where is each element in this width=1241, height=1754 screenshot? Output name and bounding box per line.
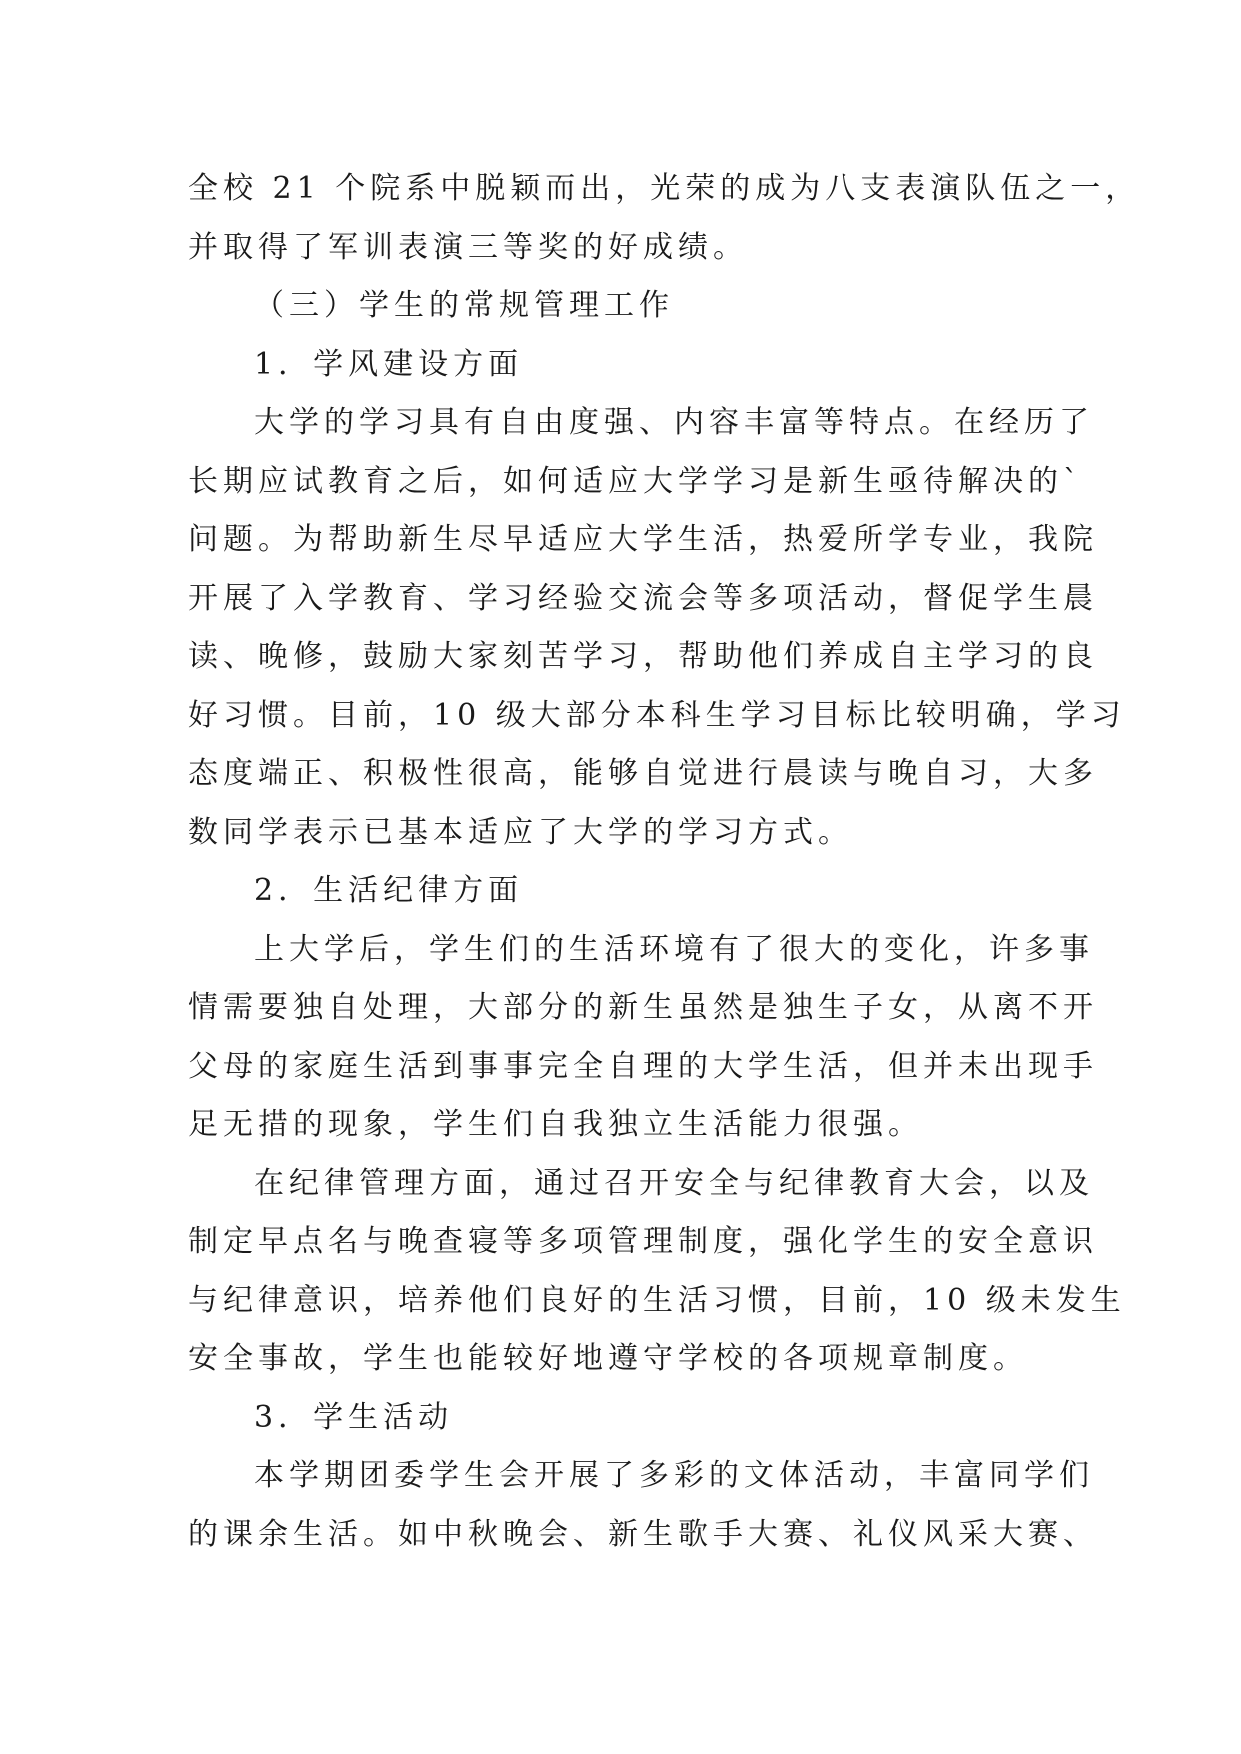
text-line: 在纪律管理方面，通过召开安全与纪律教育大会，以及 xyxy=(254,1165,1094,1201)
text-line: 大学的学习具有自由度强、内容丰富等特点。在经历了 xyxy=(254,405,1094,440)
document-body xyxy=(188,160,1141,1564)
text-line: 父母的家庭生活到事事完全自理的大学生活，但并未出现手 xyxy=(188,1048,1098,1084)
text-line: 安全事故，学生也能较好地遵守学校的各项规章制度。 xyxy=(188,1341,1028,1376)
subsection-heading: 3．学生活动 xyxy=(254,1399,454,1435)
text-line: 好习惯。目前，10 级大部分本科生学习目标比较明确，学习 xyxy=(188,697,1126,733)
section-heading: （三）学生的常规管理工作 xyxy=(254,288,674,323)
text-line: 读、晚修，鼓励大家刻苦学习，帮助他们养成自主学习的良 xyxy=(188,639,1098,674)
text-line: 的课余生活。如中秋晚会、新生歌手大赛、礼仪风采大赛、 xyxy=(188,1516,1098,1552)
text-line: 问题。为帮助新生尽早适应大学生活，热爱所学专业，我院 xyxy=(188,522,1098,557)
text-line: 数同学表示已基本适应了大学的学习方式。 xyxy=(188,814,853,850)
subsection-heading: 1．学风建设方面 xyxy=(254,346,524,382)
text-line: 态度端正、积极性很高，能够自觉进行晨读与晚自习，大多 xyxy=(188,756,1098,791)
text-line: 足无措的现象，学生们自我独立生活能力很强。 xyxy=(188,1107,923,1142)
text-line: 开展了入学教育、学习经验交流会等多项活动，督促学生晨 xyxy=(188,580,1098,616)
text-line: 与纪律意识，培养他们良好的生活习惯，目前，10 级未发生 xyxy=(188,1282,1126,1318)
text-line: 并取得了军训表演三等奖的好成绩。 xyxy=(188,229,748,265)
text-line: 本学期团委学生会开展了多彩的文体活动，丰富同学们 xyxy=(254,1458,1094,1493)
text-line: 全校 21 个院系中脱颖而出，光荣的成为八支表演队伍之一， xyxy=(188,171,1141,206)
text-line: 上大学后，学生们的生活环境有了很大的变化，许多事 xyxy=(254,931,1094,967)
text-line: 情需要独自处理，大部分的新生虽然是独生子女，从离不开 xyxy=(188,990,1098,1025)
text-line: 长期应试教育之后，如何适应大学学习是新生亟待解决的` xyxy=(188,463,1083,499)
subsection-heading: 2．生活纪律方面 xyxy=(254,873,524,908)
text-line: 制定早点名与晚查寝等多项管理制度，强化学生的安全意识 xyxy=(188,1224,1098,1259)
